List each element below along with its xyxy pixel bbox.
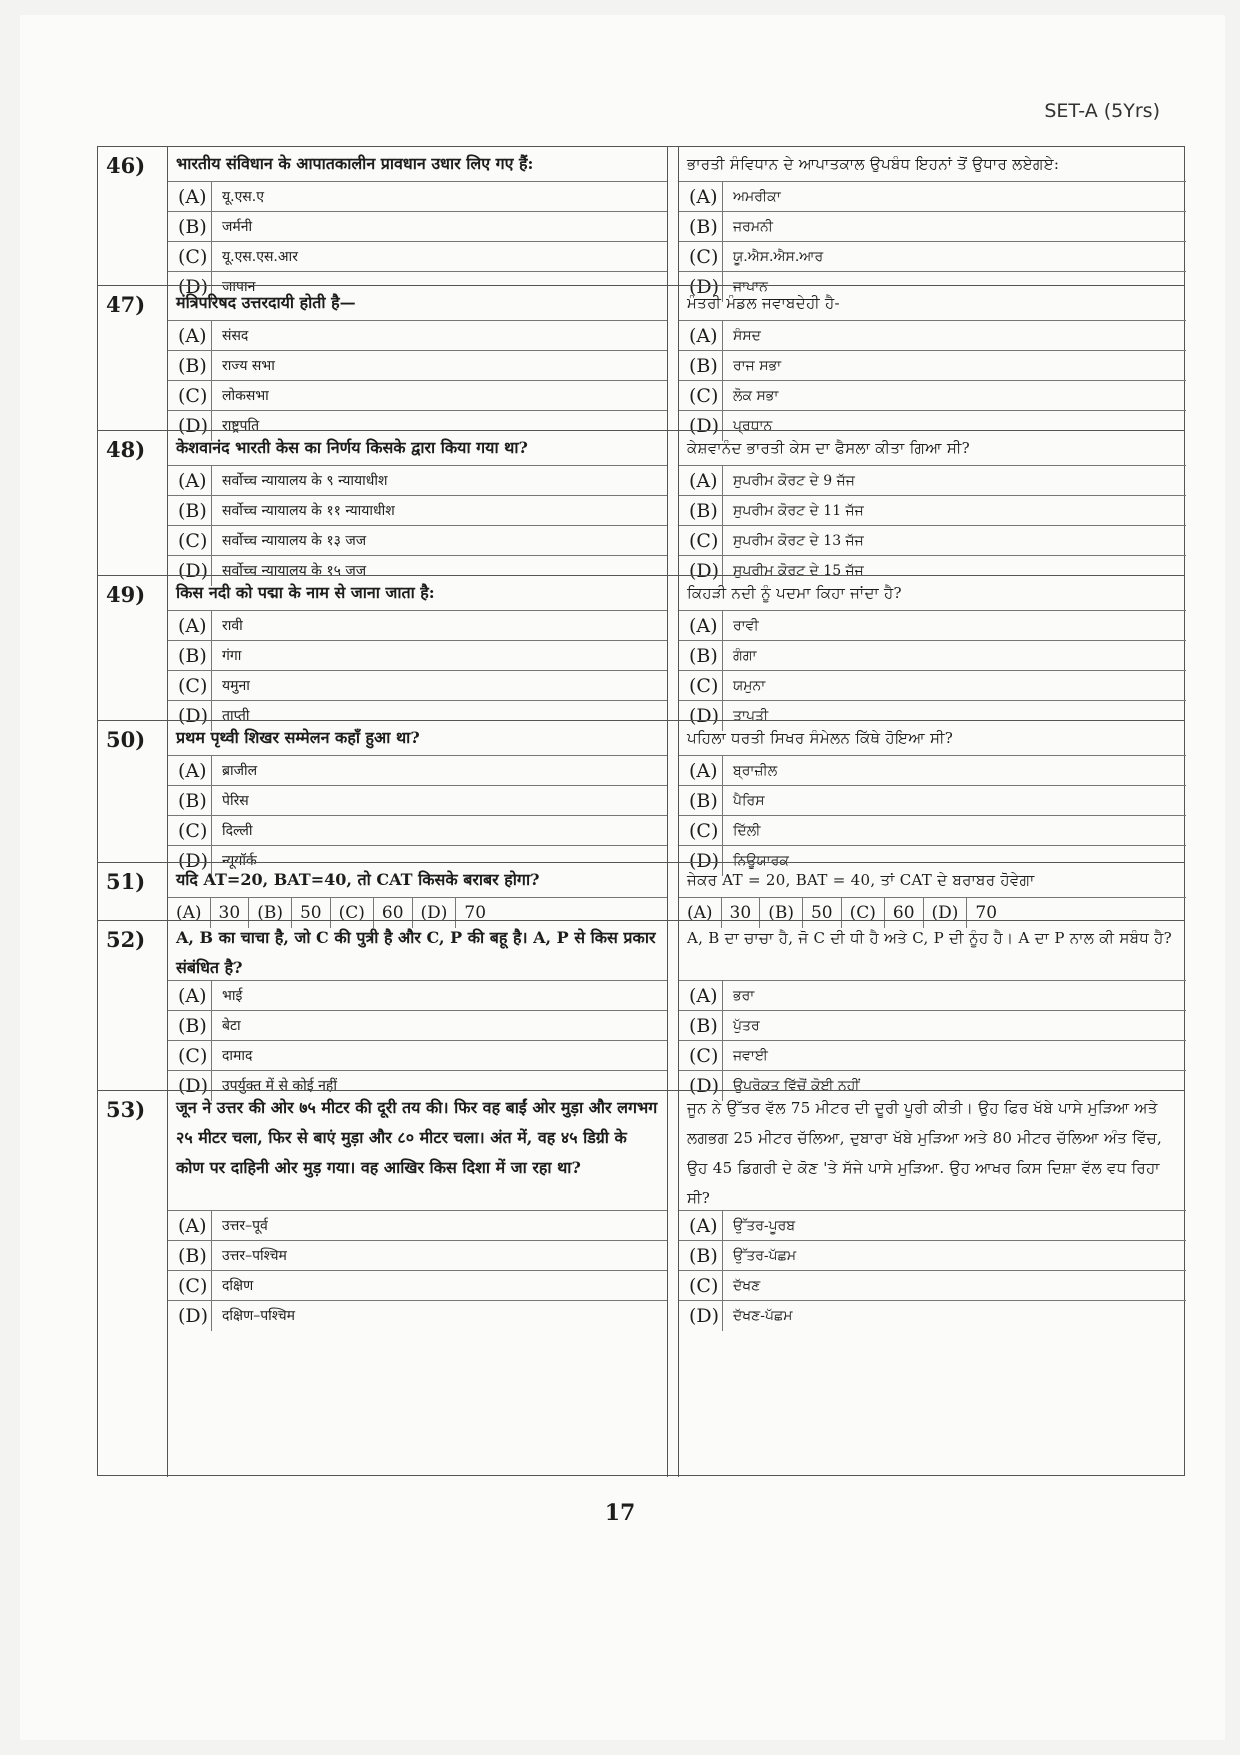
option-label: (C) — [679, 671, 723, 700]
option-row — [168, 641, 667, 671]
option-cell: 60 — [374, 898, 413, 928]
option-text: ਨਿਊਯਾਰਕ — [733, 853, 789, 869]
option-row — [679, 1041, 1186, 1071]
option-row — [168, 671, 667, 701]
option-label: (C) — [168, 242, 212, 271]
option-row — [679, 321, 1186, 351]
option-row — [679, 641, 1186, 671]
option-text: यू.एस.एस.आर — [222, 249, 298, 265]
option-cell: 50 — [803, 898, 842, 928]
set-label: SET-A (5Yrs) — [1044, 100, 1160, 122]
question-text: जून ने उत्तर की ओर ७५ मीटर की दूरी तय की। फिर वह बाईं ओर मुड़ा और लगभग २५ मीटर चला, फिर से बाएं मुड़ा और ८० मीटर चला। अंत में, वह ४५ डिग्री के कोण पर दाहिनी ओर मुड़ गया। वह आखिर किस दिशा में जा रहा था? — [168, 1091, 667, 1211]
option-text: ਦੱਖਣ-ਪੱਛਮ — [733, 1308, 793, 1324]
question-text: प्रथम पृथ्वी शिखर सम्मेलन कहाँ हुआ था? — [168, 721, 667, 756]
option-text: रावी — [222, 618, 243, 634]
option-label: (A) — [168, 466, 212, 495]
option-row — [679, 466, 1186, 496]
option-text: सर्वोच्च न्यायालय के ९ न्यायाधीश — [222, 473, 388, 489]
option-label: (B) — [168, 496, 212, 525]
hindi-column — [168, 921, 668, 1097]
option-label: (A) — [679, 321, 723, 350]
option-text: सर्वोच्च न्यायालय के १३ जज — [222, 533, 367, 549]
punjabi-column — [678, 147, 1186, 298]
option-row — [168, 466, 667, 496]
option-label: (A) — [679, 1211, 723, 1240]
question-row — [98, 720, 1184, 872]
option-text: यमुना — [222, 678, 250, 694]
option-label: (B) — [168, 1011, 212, 1040]
question-text: ਜੂਨ ਨੇ ਉੱਤਰ ਵੱਲ 75 ਮੀਟਰ ਦੀ ਦੂਰੀ ਪੂਰੀ ਕੀਤੀ। ਉਹ ਫਿਰ ਖੱਬੇ ਪਾਸੇ ਮੁੜਿਆ ਅਤੇ ਲਗਭਗ 25 ਮੀਟਰ ਚੱਲਿਆ, ਦੁਬਾਰਾ ਖੱਬੇ ਮੁੜਿਆ ਅਤੇ 80 ਮੀਟਰ ਚੱਲਿਆ ਅੰਤ ਵਿੱਚ, ਉਹ 45 ਡਿਗਰੀ ਦੇ ਕੋਣ 'ਤੇ ਸੱਜੇ ਪਾਸੇ ਮੁੜਿਆ. ਉਹ ਆਖਰ ਕਿਸ ਦਿਸ਼ਾ ਵੱਲ ਵਧ ਰਿਹਾ ਸੀ? — [679, 1091, 1186, 1211]
hindi-column — [168, 1091, 668, 1477]
option-text: गंगा — [222, 648, 242, 664]
option-text: ਜਾਪਾਨ — [733, 279, 768, 295]
question-text: ਭਾਰਤੀ ਸੰਵਿਧਾਨ ਦੇ ਆਪਾਤਕਾਲ ਉਪਬੰਧ ਇਹਨਾਂ ਤੋਂ ਉਧਾਰ ਲਏਗਏ: — [679, 147, 1186, 182]
option-row — [679, 1011, 1186, 1041]
option-label: (C) — [679, 381, 723, 410]
option-label: (C) — [168, 1271, 212, 1300]
option-cell: (D) — [413, 898, 457, 928]
option-label: (C) — [679, 242, 723, 271]
option-label: (C) — [168, 816, 212, 845]
option-row — [168, 212, 667, 242]
option-text: ਉਪਰੋਕਤ ਵਿੱਚੋਂ ਕੋਈ ਨਹੀਂ — [733, 1078, 860, 1094]
option-text: संसद — [222, 328, 249, 344]
option-label: (B) — [168, 351, 212, 380]
option-text: ब्राजील — [222, 763, 258, 779]
option-label: (D) — [679, 1301, 723, 1331]
option-label: (C) — [168, 526, 212, 555]
option-row — [679, 816, 1186, 846]
option-label: (D) — [168, 701, 212, 731]
punjabi-column — [678, 721, 1186, 872]
option-cell: 30 — [722, 898, 761, 928]
question-text: A, B का चाचा है, जो C की पुत्री है और C, P की बहू है। A, P से किस प्रकार संबंधित है? — [168, 921, 667, 981]
option-text: ਭਰਾ — [733, 988, 755, 1004]
option-text: ਸੰਸਦ — [733, 328, 761, 344]
question-number: 53) — [98, 1091, 168, 1477]
question-text: किस नदी को पद्मा के नाम से जाना जाता है: — [168, 576, 667, 611]
option-label: (A) — [168, 981, 212, 1010]
option-text: ਸੁਪਰੀਮ ਕੋਰਟ ਦੇ 9 ਜੱਜ — [733, 473, 855, 489]
option-row — [168, 1211, 667, 1241]
option-label: (A) — [168, 321, 212, 350]
option-label: (D) — [168, 1301, 212, 1331]
question-number: 52) — [98, 921, 168, 1090]
option-row — [679, 351, 1186, 381]
question-row — [98, 862, 1184, 923]
option-text: उत्तर–पश्चिम — [222, 1248, 287, 1264]
question-number: 50) — [98, 721, 168, 862]
option-label: (A) — [679, 756, 723, 785]
option-text: ਜਵਾਈ — [733, 1048, 768, 1064]
option-row — [679, 1241, 1186, 1271]
option-row — [679, 671, 1186, 701]
option-label: (D) — [168, 846, 212, 876]
option-label: (D) — [679, 1071, 723, 1101]
punjabi-column — [678, 863, 1186, 923]
option-text: न्यूयॉर्क — [222, 853, 257, 869]
option-text: पेरिस — [222, 793, 249, 809]
question-text: ਪਹਿਲਾ ਧਰਤੀ ਸਿਖਰ ਸੰਮੇਲਨ ਕਿੱਥੇ ਹੋਇਆ ਸੀ? — [679, 721, 1186, 756]
option-cell: (C) — [842, 898, 885, 928]
option-label: (D) — [679, 701, 723, 731]
option-label: (B) — [679, 496, 723, 525]
option-label: (B) — [168, 786, 212, 815]
option-text: ਤਾਪਤੀ — [733, 708, 769, 724]
option-text: राष्ट्रपति — [222, 418, 260, 434]
hindi-column — [168, 147, 668, 298]
option-row — [168, 381, 667, 411]
option-text: सर्वोच्च न्यायालय के ११ न्यायाधीश — [222, 503, 395, 519]
option-label: (A) — [679, 981, 723, 1010]
option-text: ਸੁਪਰੀਮ ਕੋਰਟ ਦੇ 13 ਜੱਜ — [733, 533, 864, 549]
question-text: भारतीय संविधान के आपातकालीन प्रावधान उधार लिए गए हैं: — [168, 147, 667, 182]
option-row — [168, 1011, 667, 1041]
punjabi-column — [678, 1091, 1186, 1477]
option-text: भाई — [222, 988, 243, 1004]
question-text: केशवानंद भारती केस का निर्णय किसके द्वारा किया गया था? — [168, 431, 667, 466]
option-text: ਬ੍ਰਾਜ਼ੀਲ — [733, 763, 778, 779]
question-row — [98, 920, 1184, 1097]
option-label: (D) — [168, 556, 212, 586]
option-row — [679, 242, 1186, 272]
option-label: (C) — [679, 816, 723, 845]
option-text: दक्षिण — [222, 1278, 254, 1294]
option-text: उपर्युक्त में से कोई नहीं — [222, 1078, 337, 1094]
option-text: जर्मनी — [222, 219, 253, 235]
question-text: ਜੇਕਰ AT = 20, BAT = 40, ਤਾਂ CAT ਦੇ ਬਰਾਬਰ ਹੋਵੇਗਾ — [679, 863, 1186, 898]
option-row — [679, 611, 1186, 641]
question-text: ਕੇਸ਼ਵਾਨੰਦ ਭਾਰਤੀ ਕੇਸ ਦਾ ਫੈਸਲਾ ਕੀਤਾ ਗਿਆ ਸੀ? — [679, 431, 1186, 466]
option-text: ਰਾਜ ਸਭਾ — [733, 358, 782, 374]
question-table — [97, 146, 1185, 1476]
option-text: ਉੱਤਰ-ਪੂਰਬ — [733, 1218, 796, 1234]
option-cell: (B) — [760, 898, 803, 928]
option-row — [168, 351, 667, 381]
option-label: (D) — [679, 846, 723, 876]
question-text: A, B ਦਾ ਚਾਚਾ ਹੈ, ਜੋ C ਦੀ ਧੀ ਹੈ ਅਤੇ C, P ਦੀ ਨੂੰਹ ਹੈ। A ਦਾ P ਨਾਲ ਕੀ ਸਬੰਧ ਹੈ? — [679, 921, 1186, 981]
option-label: (A) — [679, 611, 723, 640]
option-cell: 30 — [211, 898, 250, 928]
option-label: (B) — [679, 212, 723, 241]
hindi-column — [168, 576, 668, 727]
punjabi-column — [678, 431, 1186, 582]
question-number: 51) — [98, 863, 168, 920]
option-cell: 70 — [464, 903, 487, 923]
option-row — [168, 182, 667, 212]
option-row — [168, 611, 667, 641]
option-row — [168, 1301, 667, 1331]
option-cell: (D) — [924, 898, 968, 928]
question-number: 46) — [98, 147, 168, 285]
page-number: 17 — [604, 1500, 636, 1526]
question-text: यदि AT=20, BAT=40, तो CAT किसके बराबर होगा? — [168, 863, 667, 898]
option-text: दक्षिण–पश्चिम — [222, 1308, 296, 1324]
option-label: (B) — [679, 786, 723, 815]
option-text: लोकसभा — [222, 388, 269, 404]
option-label: (B) — [679, 1241, 723, 1270]
option-cell: 60 — [885, 898, 924, 928]
option-text: ਉੱਤਰ-ਪੱਛਮ — [733, 1248, 797, 1264]
option-label: (D) — [168, 411, 212, 441]
option-label: (B) — [679, 351, 723, 380]
option-cell: (A) — [679, 898, 722, 928]
option-text: ਸੁਪਰੀਮ ਕੋਰਟ ਦੇ 11 ਜੱਜ — [733, 503, 864, 519]
option-row — [679, 496, 1186, 526]
option-cell: 50 — [292, 898, 331, 928]
option-text: ਯਮੁਨਾ — [733, 678, 766, 694]
option-row — [679, 1271, 1186, 1301]
option-text: ਦਿੱਲੀ — [733, 823, 761, 839]
option-label: (A) — [168, 611, 212, 640]
option-text: उत्तर–पूर्व — [222, 1218, 268, 1234]
option-label: (B) — [168, 1241, 212, 1270]
option-label: (B) — [168, 212, 212, 241]
option-text: ਪ੍ਰਧਾਨ — [733, 418, 773, 434]
question-text: ਮੰਤਰੀ ਮੰਡਲ ਜਵਾਬਦੇਹੀ ਹੈ- — [679, 286, 1186, 321]
question-row — [98, 285, 1184, 437]
option-text: दिल्ली — [222, 823, 253, 839]
hindi-column — [168, 431, 668, 582]
option-row — [679, 182, 1186, 212]
option-label: (C) — [679, 1041, 723, 1070]
option-text: ਲੋਕ ਸਭਾ — [733, 388, 779, 404]
hindi-column — [168, 286, 668, 437]
option-row — [168, 496, 667, 526]
option-row — [679, 381, 1186, 411]
option-text: राज्य सभा — [222, 358, 275, 374]
option-label: (D) — [168, 272, 212, 302]
option-label: (C) — [679, 526, 723, 555]
option-label: (D) — [679, 556, 723, 586]
option-text: ਸੁਪਰੀਮ ਕੋਰਟ ਦੇ 15 ਜੱਜ — [733, 563, 864, 579]
option-row — [168, 816, 667, 846]
option-label: (D) — [679, 411, 723, 441]
option-label: (A) — [168, 1211, 212, 1240]
option-cell: 70 — [975, 903, 998, 923]
option-label: (B) — [679, 641, 723, 670]
option-text: ਦੱਖਣ — [733, 1278, 761, 1294]
question-number: 48) — [98, 431, 168, 575]
option-text: ਪੈਰਿਸ — [733, 793, 765, 809]
option-label: (C) — [168, 1041, 212, 1070]
option-row — [679, 756, 1186, 786]
option-row — [168, 786, 667, 816]
option-row — [679, 526, 1186, 556]
option-row — [679, 981, 1186, 1011]
punjabi-column — [678, 286, 1186, 437]
option-label: (A) — [168, 756, 212, 785]
option-text: जापान — [222, 279, 256, 295]
option-text: यू.एस.ए — [222, 189, 264, 205]
question-text: मंत्रिपरिषद उत्तरदायी होती है— — [168, 286, 667, 321]
question-number: 47) — [98, 286, 168, 430]
option-row — [679, 1211, 1186, 1241]
option-label: (D) — [168, 1071, 212, 1101]
option-label: (C) — [679, 1271, 723, 1300]
question-row — [98, 147, 1184, 298]
option-text: ਪੁੱਤਰ — [733, 1018, 760, 1034]
option-row — [168, 321, 667, 351]
option-text: बेटा — [222, 1018, 241, 1034]
option-label: (B) — [168, 641, 212, 670]
hindi-column — [168, 863, 668, 923]
punjabi-column — [678, 576, 1186, 727]
option-text: ਰਾਵੀ — [733, 618, 759, 634]
question-text: ਕਿਹੜੀ ਨਦੀ ਨੂੰ ਪਦਮਾ ਕਿਹਾ ਜਾਂਦਾ ਹੈ? — [679, 576, 1186, 611]
option-row — [168, 756, 667, 786]
option-row — [168, 1271, 667, 1301]
question-row — [98, 430, 1184, 582]
option-row — [168, 1041, 667, 1071]
option-row — [679, 786, 1186, 816]
option-text: दामाद — [222, 1048, 253, 1064]
option-label: (A) — [679, 182, 723, 211]
question-number: 49) — [98, 576, 168, 720]
option-text: ਜਰਮਨੀ — [733, 219, 773, 235]
option-text: ਅਮਰੀਕਾ — [733, 189, 781, 205]
option-row — [168, 526, 667, 556]
question-row — [98, 575, 1184, 727]
option-text: ताप्ती — [222, 708, 250, 724]
option-row — [168, 1241, 667, 1271]
hindi-column — [168, 721, 668, 872]
option-text: सर्वोच्च न्यायालय के १५ जज — [222, 563, 367, 579]
option-cell: (C) — [331, 898, 374, 928]
option-label: (C) — [168, 381, 212, 410]
option-row — [168, 981, 667, 1011]
option-row — [168, 242, 667, 272]
punjabi-column — [678, 921, 1186, 1097]
option-cell: (A) — [168, 898, 211, 928]
option-text: ਯੂ.ਐਸ.ਐਸ.ਆਰ — [733, 249, 824, 265]
option-label: (D) — [679, 272, 723, 302]
option-row — [679, 212, 1186, 242]
option-label: (C) — [168, 671, 212, 700]
option-cell: (B) — [249, 898, 292, 928]
option-text: ਗੰਗਾ — [733, 648, 757, 664]
option-label: (B) — [679, 1011, 723, 1040]
option-row — [679, 1301, 1186, 1331]
option-label: (A) — [679, 466, 723, 495]
question-row — [98, 1090, 1184, 1477]
option-label: (A) — [168, 182, 212, 211]
